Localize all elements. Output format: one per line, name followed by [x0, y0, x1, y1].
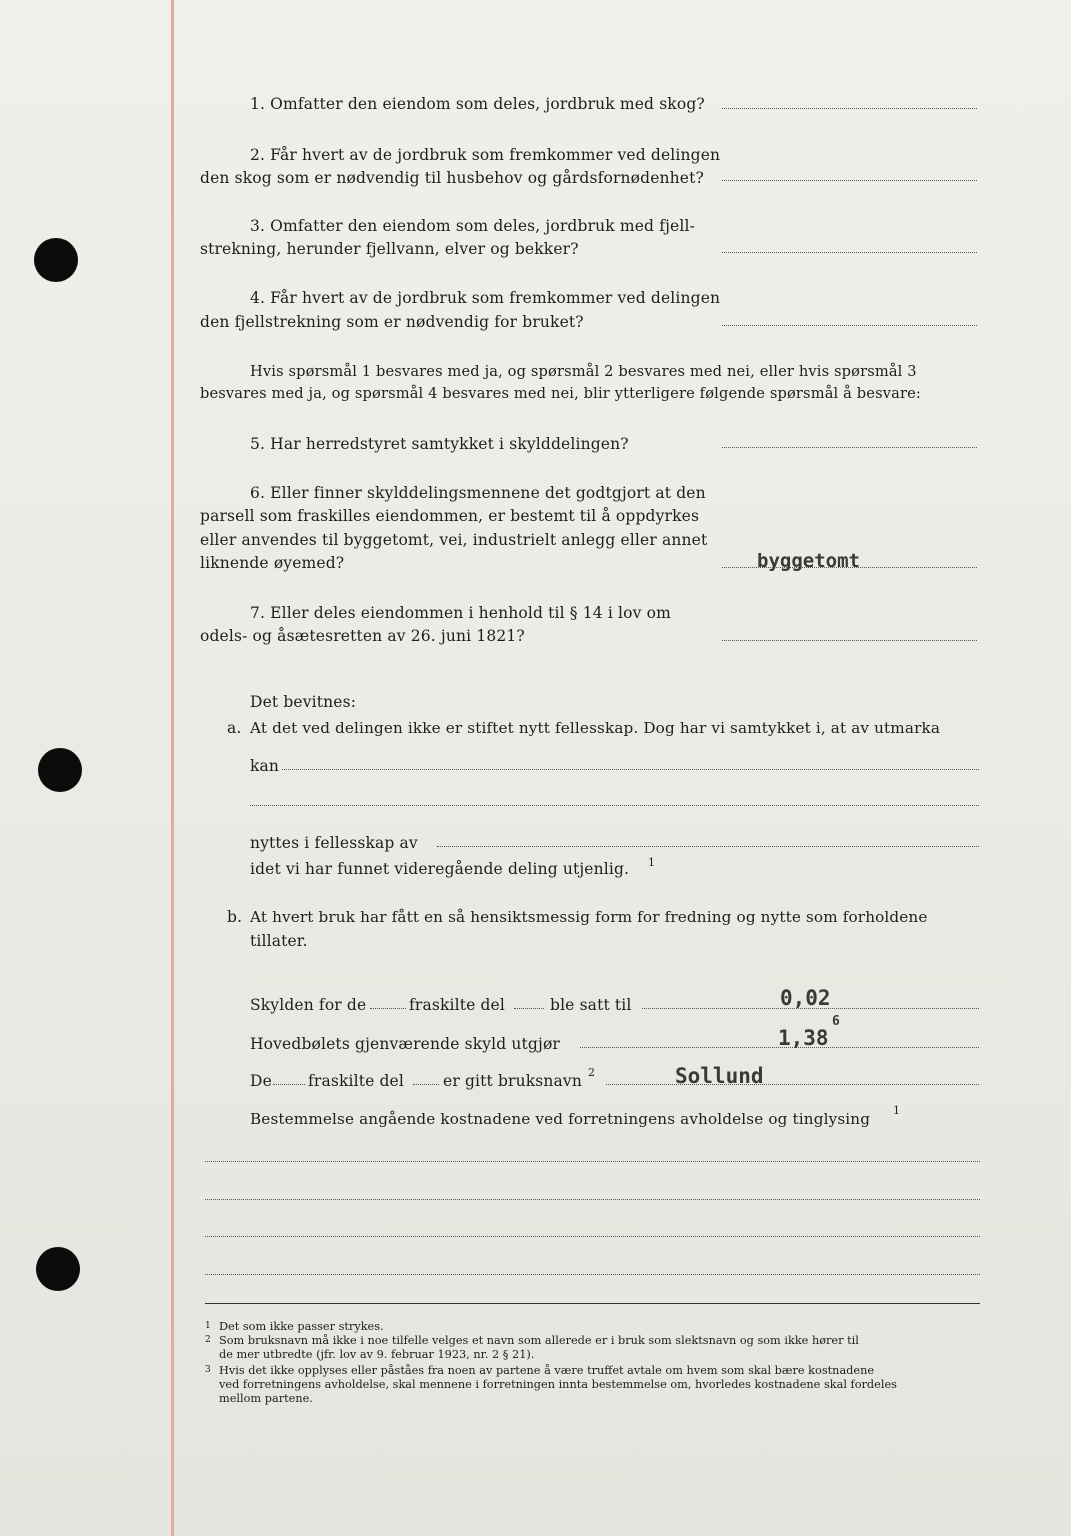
bruksnavn-label: er gitt bruksnavn — [443, 1072, 582, 1090]
question-6-line-2: parsell som fraskilles eiendommen, er bestemt til å oppdyrkes — [200, 507, 700, 525]
skyld-fraskilte-label: fraskilte del — [409, 996, 505, 1014]
bruksnavn-value: Sollund — [675, 1064, 764, 1088]
hovedbol-value-superscript: 6 — [832, 1014, 840, 1029]
question-2-line-2: den skog som er nødvendig til husbehov og gårdsfornødenhet? — [200, 169, 704, 187]
bruksnavn-del-blank[interactable] — [413, 1084, 439, 1085]
kostnader-label: Bestemmelse angående kostnadene ved forretningens avholdelse og tinglysing — [250, 1110, 871, 1128]
question-7-line-1: 7. Eller deles eiendommen i henhold til § 14 i lov om — [250, 604, 671, 622]
fellesskap-line[interactable] — [437, 846, 979, 847]
kostnader-line-3[interactable] — [205, 1236, 980, 1237]
question-5: 5. Har herredstyret samtykket i skylddelingen? — [250, 435, 629, 453]
question-4-line-1: 4. Får hvert av de jordbruk som fremkommer ved delingen — [250, 289, 721, 307]
skyld-for-label: Skylden for de — [250, 996, 367, 1014]
question-2-line-1: 2. Får hvert av de jordbruk som fremkommer ved delingen — [250, 146, 721, 164]
punch-hole-icon — [38, 748, 82, 792]
question-7-line-2: odels- og åsætesretten av 26. juni 1821? — [200, 627, 525, 645]
bruksnavn-fraskilte-label: fraskilte del — [308, 1072, 404, 1090]
kostnader-line-2[interactable] — [205, 1199, 980, 1200]
footnote-separator — [205, 1303, 980, 1304]
footnote-3-line-3: mellom partene. — [219, 1392, 313, 1405]
kostnader-footnote-ref: 1 — [893, 1104, 900, 1117]
attest-nyttes: nyttes i fellesskap av — [250, 834, 418, 852]
punch-hole-icon — [34, 238, 78, 282]
question-3-line-2: strekning, herunder fjellvann, elver og bekker? — [200, 240, 579, 258]
bruksnavn-footnote-ref: 2 — [588, 1066, 595, 1079]
answer-line-5[interactable] — [722, 447, 977, 448]
answer-line-4[interactable] — [722, 325, 977, 326]
question-6-line-4: liknende øyemed? — [200, 554, 345, 572]
kostnader-line-1[interactable] — [205, 1161, 980, 1162]
punch-hole-icon — [36, 1247, 80, 1291]
answer-line-7[interactable] — [722, 640, 977, 641]
question-1: 1. Omfatter den eiendom som deles, jordbruk med skog? — [250, 95, 705, 113]
bruksnavn-de-blank[interactable] — [273, 1084, 305, 1085]
condition-line-2: besvares med ja, og spørsmål 4 besvares med nei, blir ytterligere følgende spørsmål å besvare: — [200, 385, 921, 402]
utmark-line-1[interactable] — [282, 769, 979, 770]
condition-line-1: Hvis spørsmål 1 besvares med ja, og spørsmål 2 besvares med nei, eller hvis spørsmål 3 — [250, 363, 917, 380]
kostnader-line-4[interactable] — [205, 1274, 980, 1275]
bruksnavn-de-label: De — [250, 1072, 272, 1090]
attest-kan: kan — [250, 757, 280, 775]
attest-b-marker: b. — [227, 908, 243, 926]
footnote-1-text: Det som ikke passer strykes. — [219, 1320, 384, 1333]
attest-a-marker: a. — [227, 719, 242, 737]
footnote-3-line-2: ved forretningens avholdelse, skal mennene i forretningen innta bestemmelse om, hvorledes kostnadene skal fordeles — [219, 1378, 897, 1391]
hovedbol-label: Hovedbølets gjenværende skyld utgjør — [250, 1035, 560, 1053]
question-3-line-1: 3. Omfatter den eiendom som deles, jordbruk med fjell- — [250, 217, 695, 235]
attest-b-line-2: tillater. — [250, 932, 308, 950]
question-6-line-3: eller anvendes til byggetomt, vei, industrielt anlegg eller annet — [200, 531, 708, 549]
footnote-3-number: 3 — [205, 1365, 211, 1375]
footnote-2-number: 2 — [205, 1335, 211, 1345]
utmark-line-2[interactable] — [250, 805, 979, 806]
footnote-2-line-1: Som bruksnavn må ikke i noe tilfelle velges et navn som allerede er i bruk som slektsnavn og som ikke hører til — [219, 1334, 859, 1347]
answer-6-value: byggetomt — [757, 550, 860, 572]
hovedbol-value: 1,38 — [778, 1026, 829, 1050]
answer-line-2[interactable] — [722, 180, 977, 181]
footnote-1-number: 1 — [205, 1321, 211, 1331]
attest-idet: idet vi har funnet videregående deling utjenlig. — [250, 860, 630, 878]
red-margin-line — [171, 0, 174, 1536]
attest-heading: Det bevitnes: — [250, 693, 357, 711]
skyld-del-blank[interactable] — [514, 1008, 544, 1009]
footnote-3-line-1: Hvis det ikke opplyses eller påståes fra noen av partene å være truffet avtale om hvem som skal bære kostnadene — [219, 1364, 875, 1377]
attest-idet-footnote-ref: 1 — [648, 856, 655, 869]
bruksnavn-value-line[interactable] — [606, 1084, 979, 1085]
skyld-satt-til-label: ble satt til — [550, 996, 632, 1014]
question-6-line-1: 6. Eller finner skylddelingsmennene det godtgjort at den — [250, 484, 706, 502]
answer-line-1[interactable] — [722, 108, 977, 109]
footnote-2-line-2: de mer utbredte (jfr. lov av 9. februar 1923, nr. 2 § 21). — [219, 1348, 535, 1361]
question-4-line-2: den fjellstrekning som er nødvendig for bruket? — [200, 313, 584, 331]
skyld-value: 0,02 — [780, 986, 831, 1010]
answer-line-3[interactable] — [722, 252, 977, 253]
attest-b-line-1: At hvert bruk har fått en så hensiktsmessig form for fredning og nytte som forholdene — [250, 908, 928, 926]
skyld-de-blank[interactable] — [370, 1008, 406, 1009]
attest-a-text: At det ved delingen ikke er stiftet nytt fellesskap. Dog har vi samtykket i, at av utmarka — [250, 719, 941, 737]
